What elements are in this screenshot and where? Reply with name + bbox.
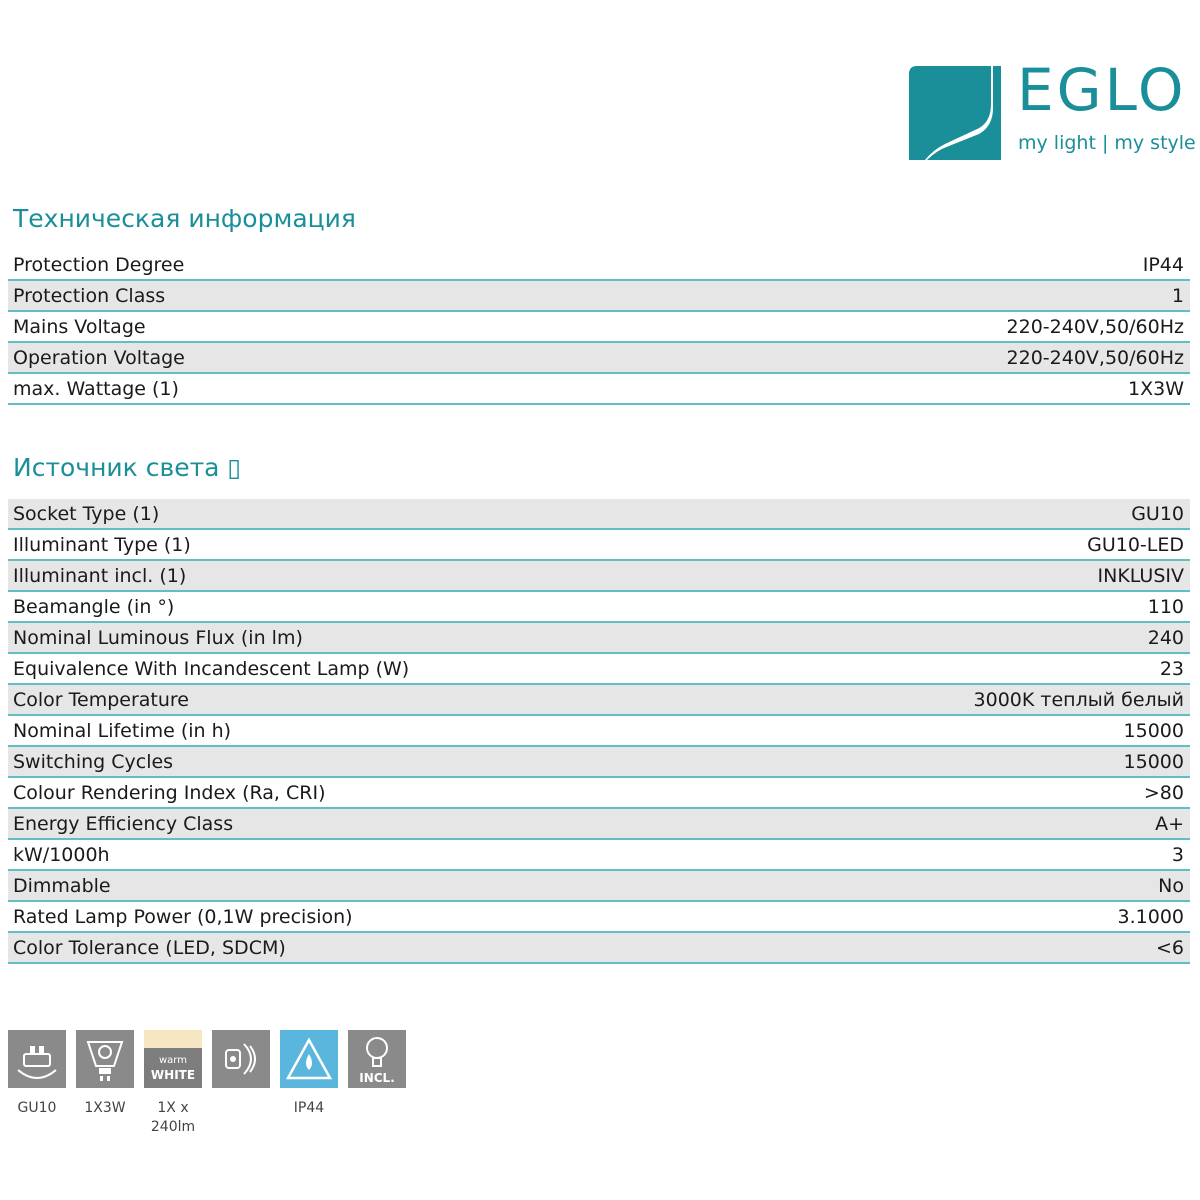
icon-caption-wattage: 1X3W bbox=[84, 1100, 126, 1116]
icon-cell-ip44 bbox=[280, 1030, 338, 1137]
eglo-logo-mark-icon bbox=[905, 64, 1005, 160]
table-row bbox=[8, 281, 1190, 312]
row-value: 15000 bbox=[1123, 750, 1184, 773]
table-row bbox=[8, 685, 1190, 716]
table-row bbox=[8, 747, 1190, 778]
row-value: >80 bbox=[1143, 781, 1184, 804]
row-label: Color Tolerance (LED, SDCM) bbox=[13, 936, 286, 959]
row-value: INKLUSIV bbox=[1097, 564, 1184, 587]
row-label: Mains Voltage bbox=[13, 315, 146, 338]
table-row bbox=[8, 933, 1190, 964]
row-label: Protection Degree bbox=[13, 253, 185, 276]
led-bulb-icon bbox=[76, 1030, 134, 1088]
feature-icons bbox=[8, 1030, 416, 1137]
tech-info-table bbox=[8, 250, 1190, 405]
row-label: Dimmable bbox=[13, 874, 111, 897]
row-label: Socket Type (1) bbox=[13, 502, 160, 525]
table-row bbox=[8, 561, 1190, 592]
table-row bbox=[8, 654, 1190, 685]
icon-cell-protection-class bbox=[212, 1030, 270, 1137]
eglo-logo bbox=[905, 56, 1196, 162]
row-label: Nominal Luminous Flux (in lm) bbox=[13, 626, 303, 649]
table-row bbox=[8, 623, 1190, 654]
bulb-included-icon bbox=[348, 1030, 406, 1088]
brand-name: EGLO bbox=[1017, 56, 1187, 124]
icon-caption-flux-line2: 240lm bbox=[150, 1119, 196, 1135]
icon-cell-bulb bbox=[76, 1030, 134, 1137]
light-source-table bbox=[8, 499, 1190, 964]
white-text: WHITE bbox=[150, 1068, 196, 1082]
row-value: 1 bbox=[1171, 284, 1184, 307]
ip44-water-icon bbox=[280, 1030, 338, 1088]
row-label: max. Wattage (1) bbox=[13, 377, 179, 400]
table-row bbox=[8, 778, 1190, 809]
warm-white-icon bbox=[144, 1030, 202, 1088]
row-label: Equivalence With Incandescent Lamp (W) bbox=[13, 657, 410, 680]
row-value: 240 bbox=[1147, 626, 1184, 649]
table-row bbox=[8, 312, 1190, 343]
row-value: GU10 bbox=[1131, 502, 1184, 525]
row-value: 220-240V,50/60Hz bbox=[1006, 315, 1184, 338]
incl-text: INCL. bbox=[359, 1071, 395, 1085]
row-value: 3000K теплый белый bbox=[973, 688, 1184, 711]
brand-tagline: my light | my style bbox=[1018, 132, 1196, 154]
row-label: Illuminant Type (1) bbox=[13, 533, 191, 556]
row-label: Switching Cycles bbox=[13, 750, 174, 773]
row-label: Color Temperature bbox=[13, 688, 190, 711]
table-row bbox=[8, 250, 1190, 281]
row-value: 110 bbox=[1147, 595, 1184, 618]
table-row bbox=[8, 809, 1190, 840]
row-label: Operation Voltage bbox=[13, 346, 185, 369]
table-row bbox=[8, 716, 1190, 747]
icon-caption-gu10: GU10 bbox=[17, 1100, 57, 1116]
row-value: 23 bbox=[1159, 657, 1184, 680]
row-value: A+ bbox=[1155, 812, 1184, 835]
row-value: 3 bbox=[1171, 843, 1184, 866]
row-value: 1X3W bbox=[1128, 377, 1184, 400]
icon-caption-flux-line1: 1X x bbox=[157, 1100, 189, 1116]
table-row bbox=[8, 871, 1190, 902]
row-value: <6 bbox=[1155, 936, 1184, 959]
row-label: Protection Class bbox=[13, 284, 166, 307]
row-value: No bbox=[1158, 874, 1184, 897]
table-row bbox=[8, 840, 1190, 871]
table-row bbox=[8, 374, 1190, 405]
icon-caption-flux bbox=[151, 1099, 195, 1137]
table-row bbox=[8, 592, 1190, 623]
table-row bbox=[8, 499, 1190, 530]
section-title-light-source: Источник света ▯ bbox=[13, 453, 242, 482]
table-row bbox=[8, 343, 1190, 374]
section-title-tech: Техническая информация bbox=[13, 204, 356, 233]
icon-caption-ip44: IP44 bbox=[293, 1100, 325, 1116]
row-label: Colour Rendering Index (Ra, CRI) bbox=[13, 781, 326, 804]
row-value: GU10-LED bbox=[1087, 533, 1184, 556]
table-row bbox=[8, 530, 1190, 561]
protection-class-icon bbox=[212, 1030, 270, 1088]
row-label: Energy Efficiency Class bbox=[13, 812, 234, 835]
row-label: Nominal Lifetime (in h) bbox=[13, 719, 232, 742]
icon-cell-warm-white bbox=[144, 1030, 202, 1137]
row-label: Rated Lamp Power (0,1W precision) bbox=[13, 905, 353, 928]
gu10-socket-icon bbox=[8, 1030, 66, 1088]
row-label: Beamangle (in °) bbox=[13, 595, 175, 618]
warm-text: warm bbox=[159, 1055, 187, 1066]
row-value: IP44 bbox=[1142, 253, 1184, 276]
icon-cell-included bbox=[348, 1030, 406, 1137]
row-label: Illuminant incl. (1) bbox=[13, 564, 187, 587]
icon-cell-gu10 bbox=[8, 1030, 66, 1137]
row-label: kW/1000h bbox=[13, 843, 110, 866]
row-value: 220-240V,50/60Hz bbox=[1006, 346, 1184, 369]
row-value: 3.1000 bbox=[1117, 905, 1184, 928]
table-row bbox=[8, 902, 1190, 933]
row-value: 15000 bbox=[1123, 719, 1184, 742]
